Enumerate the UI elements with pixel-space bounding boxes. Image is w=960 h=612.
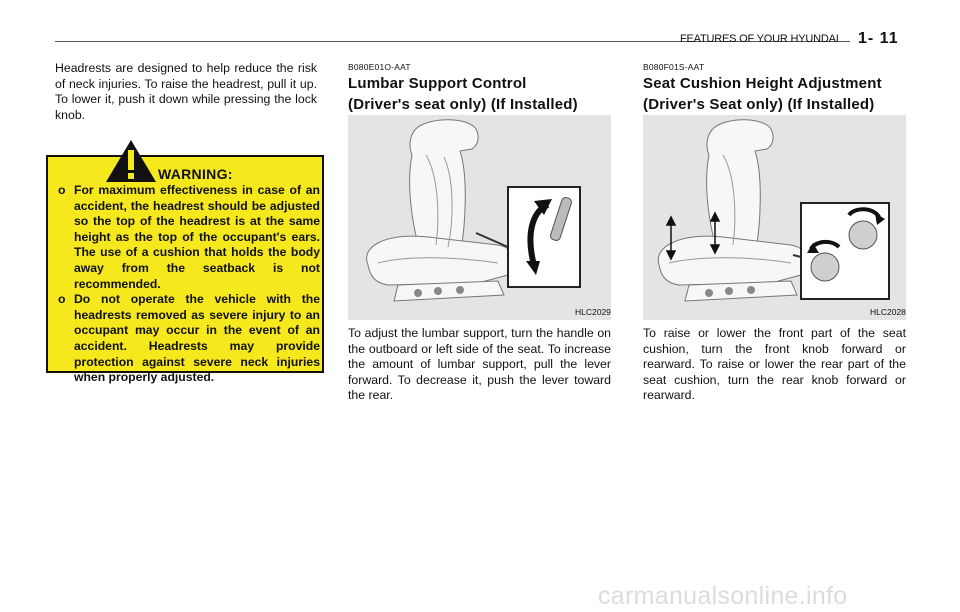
section-heading [643,73,913,115]
cushion-height-figure [643,115,906,320]
section-code: B080F01S-AAT [643,62,705,72]
header-title: FEATURES OF YOUR HYUNDAI [680,33,839,45]
warning-item [58,292,320,386]
seat-illustration-icon [643,115,906,320]
heading-line: (Driver's Seat only) (If Installed) [643,96,875,113]
section-heading [348,73,618,115]
figure-code: HLC2028 [870,307,906,317]
warning-item-text: Do not operate the vehicle with the headrests removed as severe injury to an occupant may occur in the event of an accident. Headrests may provide protection against severe neck injuries when properly adjusted. [74,292,320,385]
section-body: To raise or lower the front part of the seat cushion, turn the front knob forward or rearward. To raise or lower the rear part of the seat cushion, turn the rear knob forward or rearward. [643,326,906,403]
warning-list [58,183,320,386]
bullet: o [58,183,66,197]
page-number: 1- 11 [858,30,899,47]
headrest-intro: Headrests are designed to help reduce the risk of neck injuries. To raise the headrest, pull it up. To lower it, push it down while pressing the lock knob. [55,61,317,122]
watermark: carmanualsonline.info [598,582,848,610]
lumbar-support-figure [348,115,611,320]
section-code: B080E01O-AAT [348,62,411,72]
seat-illustration-icon [348,115,611,320]
warning-title: WARNING: [158,166,233,182]
heading-line: Lumbar Support Control [348,75,527,92]
figure-code: HLC2029 [575,307,611,317]
warning-triangle-icon [104,138,158,184]
section-body: To adjust the lumbar support, turn the handle on the outboard or left side of the seat. To increase the amount of lumbar support, pull the lever forward. To decrease it, push the lever toward the rear. [348,326,611,403]
warning-item [58,183,320,292]
heading-line: (Driver's seat only) (If Installed) [348,96,578,113]
warning-item-text: For maximum effectiveness in case of an accident, the headrest should be adjusted so the top of the headrest is at the same height as the top of the occupant's ears. The use of a cushion that holds the body away from the seatback is not recommended. [74,183,320,291]
heading-line: Seat Cushion Height Adjustment [643,75,882,92]
bullet: o [58,292,66,307]
